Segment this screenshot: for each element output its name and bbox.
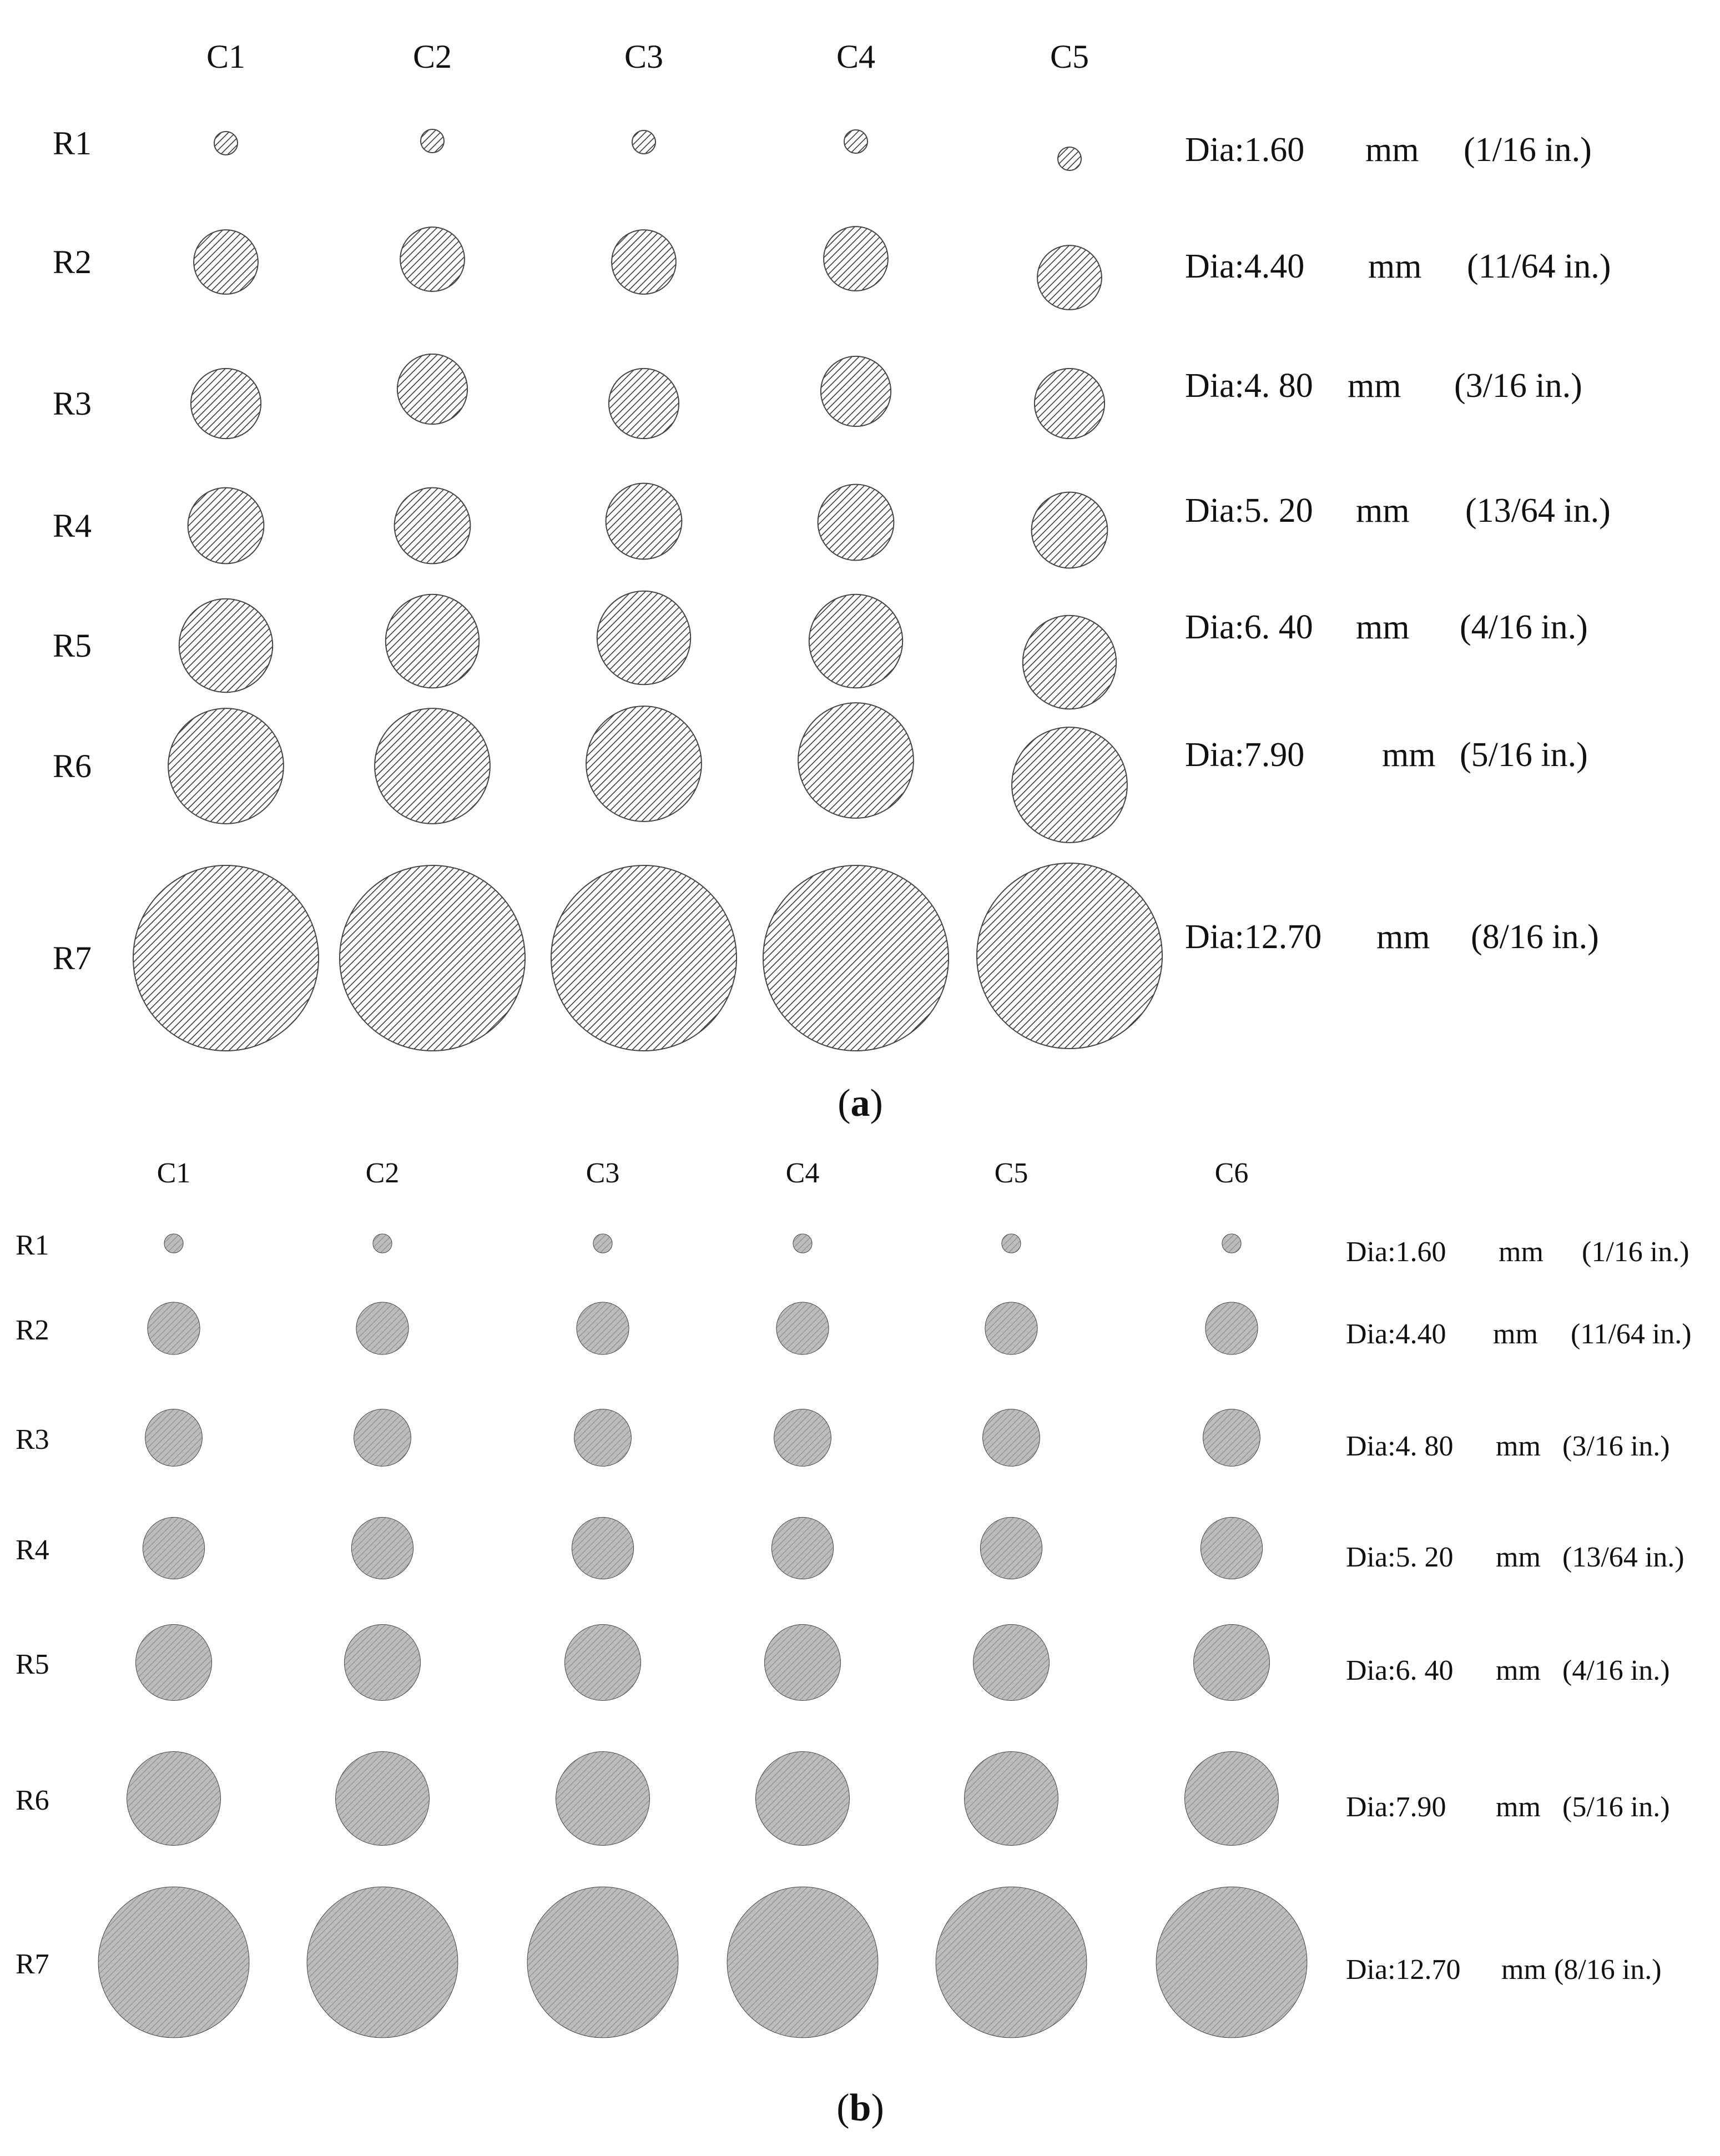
hole-r5-c3 — [597, 591, 690, 684]
hole-r3-c1 — [145, 1409, 203, 1467]
diameter-unit-r3: mm — [1496, 1430, 1541, 1462]
hole-r3-c4 — [821, 356, 891, 426]
hole-r2-c3 — [577, 1302, 629, 1354]
hole-r5-c4 — [809, 595, 902, 688]
hole-r4-c2 — [351, 1517, 413, 1579]
diameter-value-r4: Dia:5. 20 — [1185, 492, 1313, 530]
hole-r3-c4 — [774, 1409, 831, 1467]
hole-r6-c3 — [556, 1752, 650, 1846]
diameter-value-r3: Dia:4. 80 — [1346, 1430, 1454, 1462]
row-label-r7: R7 — [16, 1948, 49, 1980]
hole-r2-c3 — [612, 230, 676, 294]
diameter-unit-r7: mm — [1376, 918, 1430, 956]
row-label-r2: R2 — [53, 244, 92, 280]
hole-r6-c6 — [1185, 1752, 1279, 1846]
row-label-r7: R7 — [53, 940, 92, 976]
diameter-unit-r2: mm — [1493, 1318, 1538, 1350]
diameter-inch-r7: (8/16 in.) — [1554, 1954, 1662, 1986]
diameter-unit-r4: mm — [1356, 492, 1410, 530]
diameter-unit-r4: mm — [1496, 1542, 1541, 1573]
hole-r5-c4 — [765, 1625, 841, 1701]
panel-a — [53, 38, 1611, 1125]
hole-r7-c5 — [936, 1887, 1087, 2038]
diameter-inch-r4: (13/64 in.) — [1562, 1542, 1684, 1573]
diameter-value-r4: Dia:5. 20 — [1346, 1542, 1454, 1573]
diameter-inch-r3: (3/16 in.) — [1454, 367, 1582, 405]
column-label-c4: C4 — [836, 38, 876, 75]
row-label-r1: R1 — [53, 125, 92, 162]
hole-r3-c2 — [354, 1409, 411, 1467]
hole-r4-c1 — [143, 1517, 204, 1579]
row-label-r6: R6 — [53, 748, 92, 784]
hole-r3-c2 — [397, 354, 467, 424]
hole-r2-c5 — [1037, 245, 1102, 310]
diameter-unit-r5: mm — [1356, 608, 1410, 646]
diameter-inch-r7: (8/16 in.) — [1471, 918, 1599, 956]
panel-b — [16, 1157, 1692, 2129]
hole-r7-c3 — [551, 865, 737, 1051]
diameter-unit-r1: mm — [1365, 131, 1419, 169]
hole-r6-c2 — [375, 708, 490, 824]
diameter-value-r6: Dia:7.90 — [1346, 1791, 1446, 1823]
hole-r1-c6 — [1222, 1234, 1241, 1253]
hole-r1-c3 — [632, 130, 655, 154]
hole-r3-c5 — [1035, 369, 1104, 439]
hole-r5-c1 — [179, 599, 273, 692]
panel-caption-b: (b) — [836, 2087, 884, 2129]
hole-r6-c3 — [586, 706, 702, 822]
diameter-value-r7: Dia:12.70 — [1346, 1954, 1461, 1986]
hole-r6-c2 — [336, 1752, 430, 1846]
hole-r3-c1 — [191, 369, 261, 439]
hole-r6-c4 — [756, 1752, 850, 1846]
hole-r1-c3 — [593, 1234, 612, 1253]
column-label-c1: C1 — [206, 38, 246, 75]
hole-r2-c1 — [194, 230, 258, 294]
panel-caption-letter: a — [850, 1082, 870, 1125]
row-label-r3: R3 — [53, 385, 92, 422]
diameter-inch-r2: (11/64 in.) — [1571, 1318, 1692, 1350]
row-label-r3: R3 — [16, 1424, 49, 1455]
row-label-r1: R1 — [16, 1230, 49, 1261]
hole-r4-c5 — [1032, 492, 1108, 568]
hole-r1-c4 — [844, 130, 867, 153]
hole-r2-c2 — [400, 227, 465, 291]
diameter-inch-r2: (11/64 in.) — [1467, 248, 1611, 285]
hole-r4-c6 — [1201, 1517, 1262, 1579]
column-label-c1: C1 — [157, 1157, 191, 1189]
hole-r7-c2 — [340, 865, 525, 1051]
diameter-value-r6: Dia:7.90 — [1185, 736, 1305, 774]
hole-r4-c3 — [572, 1517, 633, 1579]
row-label-r5: R5 — [16, 1649, 49, 1680]
diameter-unit-r7: mm — [1501, 1954, 1546, 1986]
hole-r5-c5 — [1023, 616, 1116, 709]
hole-r4-c2 — [395, 488, 471, 564]
diameter-inch-r6: (5/16 in.) — [1460, 736, 1588, 774]
hole-r2-c4 — [776, 1302, 829, 1354]
diameter-unit-r5: mm — [1496, 1655, 1541, 1686]
panel-caption-letter: b — [849, 2087, 871, 2129]
hole-r4-c1 — [188, 488, 264, 564]
hole-r2-c4 — [824, 226, 888, 291]
diameter-inch-r5: (4/16 in.) — [1460, 608, 1588, 646]
row-label-r5: R5 — [53, 627, 92, 664]
hole-r3-c3 — [574, 1409, 632, 1467]
hole-r7-c1 — [98, 1887, 249, 2038]
row-label-r4: R4 — [16, 1534, 49, 1566]
hole-r4-c4 — [818, 485, 894, 561]
hole-r1-c5 — [1058, 147, 1081, 170]
hole-r2-c6 — [1205, 1302, 1258, 1354]
hole-r4-c4 — [771, 1517, 833, 1579]
column-label-c2: C2 — [412, 38, 452, 75]
hole-r7-c4 — [763, 865, 949, 1051]
column-label-c5: C5 — [994, 1157, 1028, 1189]
hole-r1-c1 — [214, 132, 238, 155]
diameter-unit-r6: mm — [1382, 736, 1436, 774]
row-label-r6: R6 — [16, 1785, 49, 1816]
hole-r1-c5 — [1002, 1234, 1021, 1253]
diameter-value-r5: Dia:6. 40 — [1346, 1655, 1454, 1686]
hole-r7-c3 — [527, 1887, 678, 2038]
hole-r6-c5 — [1012, 727, 1127, 843]
hole-r2-c1 — [148, 1302, 200, 1354]
diameter-inch-r1: (1/16 in.) — [1582, 1236, 1689, 1268]
diameter-value-r1: Dia:1.60 — [1346, 1236, 1446, 1268]
hole-r7-c5 — [977, 863, 1162, 1049]
row-label-r4: R4 — [53, 507, 92, 544]
hole-r5-c2 — [386, 595, 479, 688]
hole-r7-c2 — [307, 1887, 458, 2038]
column-label-c3: C3 — [624, 38, 664, 75]
hole-r6-c5 — [965, 1752, 1058, 1846]
hole-r2-c2 — [356, 1302, 408, 1354]
hole-r3-c6 — [1203, 1409, 1260, 1467]
column-label-c5: C5 — [1050, 38, 1089, 75]
diameter-inch-r3: (3/16 in.) — [1562, 1430, 1670, 1462]
diameter-value-r2: Dia:4.40 — [1346, 1318, 1446, 1350]
hole-r4-c5 — [980, 1517, 1042, 1579]
diameter-unit-r3: mm — [1348, 367, 1401, 405]
hole-r6-c1 — [168, 708, 284, 824]
diameter-unit-r2: mm — [1368, 248, 1422, 285]
column-label-c4: C4 — [785, 1157, 820, 1189]
column-label-c6: C6 — [1214, 1157, 1249, 1189]
hole-r3-c3 — [609, 369, 679, 439]
diameter-inch-r6: (5/16 in.) — [1562, 1791, 1670, 1823]
hole-r6-c1 — [127, 1752, 221, 1846]
hole-r2-c5 — [985, 1302, 1037, 1354]
hole-r3-c5 — [983, 1409, 1040, 1467]
hole-r7-c6 — [1156, 1887, 1307, 2038]
diameter-unit-r1: mm — [1499, 1236, 1544, 1268]
hole-r5-c2 — [345, 1625, 421, 1701]
panel-caption-a: (a) — [838, 1082, 883, 1125]
diameter-value-r3: Dia:4. 80 — [1185, 367, 1313, 405]
diameter-inch-r5: (4/16 in.) — [1562, 1655, 1670, 1686]
diameter-value-r1: Dia:1.60 — [1185, 131, 1305, 169]
diameter-inch-r4: (13/64 in.) — [1465, 492, 1611, 530]
hole-r7-c4 — [727, 1887, 878, 2038]
hole-r5-c3 — [565, 1625, 641, 1701]
hole-r5-c1 — [136, 1625, 212, 1701]
hole-r4-c3 — [606, 483, 682, 560]
diameter-value-r2: Dia:4.40 — [1185, 248, 1305, 285]
diameter-inch-r1: (1/16 in.) — [1464, 131, 1592, 169]
diameter-unit-r6: mm — [1496, 1791, 1541, 1823]
hole-r1-c1 — [164, 1234, 183, 1253]
diameter-value-r7: Dia:12.70 — [1185, 918, 1322, 956]
hole-r1-c2 — [421, 129, 444, 153]
column-label-c2: C2 — [365, 1157, 400, 1189]
hole-r1-c2 — [373, 1234, 392, 1253]
hole-r5-c5 — [974, 1625, 1050, 1701]
hole-r7-c1 — [133, 865, 319, 1051]
hole-r6-c4 — [798, 703, 914, 818]
column-label-c3: C3 — [586, 1157, 620, 1189]
hole-r1-c4 — [793, 1234, 812, 1253]
diameter-value-r5: Dia:6. 40 — [1185, 608, 1313, 646]
row-label-r2: R2 — [16, 1314, 49, 1346]
hole-r5-c6 — [1194, 1625, 1270, 1701]
